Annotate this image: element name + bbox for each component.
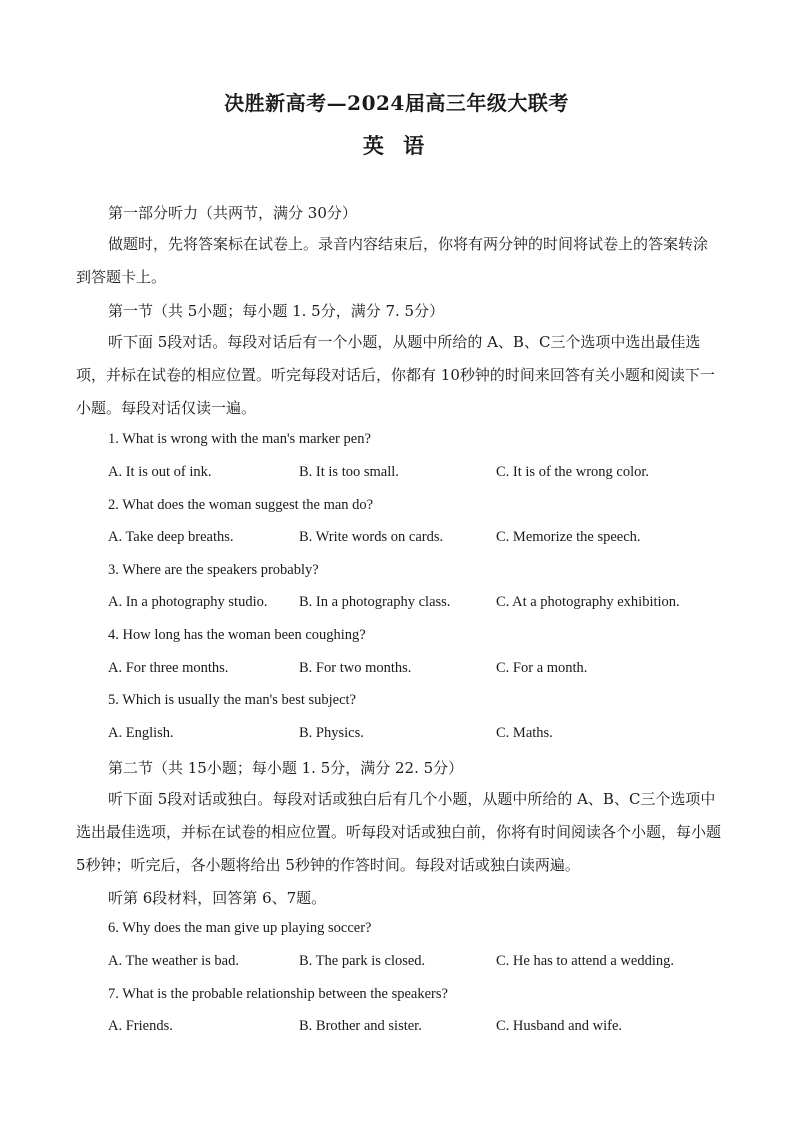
- option-6b: B. The park is closed.: [299, 953, 426, 969]
- question-5: 5. Which is usually the man's best subject?: [108, 692, 356, 708]
- section1-instructions: [76, 326, 721, 425]
- exam-title: 决胜新高考—2024届高三年级大联考: [224, 91, 569, 115]
- option-7b: B. Brother and sister.: [299, 1018, 422, 1034]
- option-7c: C. Husband and wife.: [496, 1018, 623, 1034]
- section1-instructions-text: 听下面 5段对话。每段对话后有一个小题，从题中所给的 A、B、C三个选项中选出最佳选项，并标在试卷的相应位置。听完每段对话后，你都有 10秒钟的时间来回答有关小题和阅读下一小题。每段对话仅读一遍。: [76, 333, 715, 417]
- part1-heading: 第一部分听力（共两节，满分 30分）: [108, 204, 357, 222]
- option-4c: C. For a month.: [496, 660, 588, 676]
- option-3a: A. In a photography studio.: [108, 594, 268, 610]
- part1-instructions-text: 做题时，先将答案标在试卷上。录音内容结束后，你将有两分钟的时间将试卷上的答案转涂到答题卡上。: [76, 235, 709, 286]
- option-1b: B. It is too small.: [299, 464, 399, 480]
- question-7: 7. What is the probable relationship between the speakers?: [108, 986, 448, 1002]
- option-5b: B. Physics.: [299, 725, 364, 741]
- option-3c: C. At a photography exhibition.: [496, 594, 680, 610]
- option-1c: C. It is of the wrong color.: [496, 464, 650, 480]
- option-1a: A. It is out of ink.: [108, 464, 212, 480]
- option-7a: A. Friends.: [108, 1018, 173, 1034]
- question-2: 2. What does the woman suggest the man do?: [108, 497, 374, 513]
- option-6a: A. The weather is bad.: [108, 953, 239, 969]
- question-3: 3. Where are the speakers probably?: [108, 562, 319, 578]
- option-6c: C. He has to attend a wedding.: [496, 953, 674, 969]
- material-note: 听第 6段材料，回答第 6、7题。: [108, 889, 327, 907]
- option-4b: B. For two months.: [299, 660, 412, 676]
- question-1: 1. What is wrong with the man's marker pen?: [108, 431, 371, 447]
- section2-instructions-text: 听下面 5段对话或独白。每段对话或独白后有几个小题，从题中所给的 A、B、C三个选项中选出最佳选项，并标在试卷的相应位置。听每段对话或独白前，你将有时间阅读各个小题，每小题 5秒钟；听完后，各小题将给出 5秒钟的作答时间。每段对话或独白读两遍。: [76, 790, 722, 874]
- option-3b: B. In a photography class.: [299, 594, 451, 610]
- section2-heading: 第二节（共 15小题；每小题 1. 5分，满分 22. 5分）: [108, 759, 464, 777]
- subject-title: 英 语: [362, 133, 431, 158]
- option-4a: A. For three months.: [108, 660, 229, 676]
- option-2b: B. Write words on cards.: [299, 529, 444, 545]
- question-4: 4. How long has the woman been coughing?: [108, 627, 366, 643]
- option-2c: C. Memorize the speech.: [496, 529, 641, 545]
- question-6: 6. Why does the man give up playing soccer?: [108, 920, 372, 936]
- part1-instructions: [76, 228, 721, 294]
- option-5a: A. English.: [108, 725, 174, 741]
- option-2a: A. Take deep breaths.: [108, 529, 234, 545]
- section2-instructions: [76, 783, 721, 882]
- option-5c: C. Maths.: [496, 725, 553, 741]
- section1-heading: 第一节（共 5小题；每小题 1. 5分，满分 7. 5分）: [108, 302, 445, 320]
